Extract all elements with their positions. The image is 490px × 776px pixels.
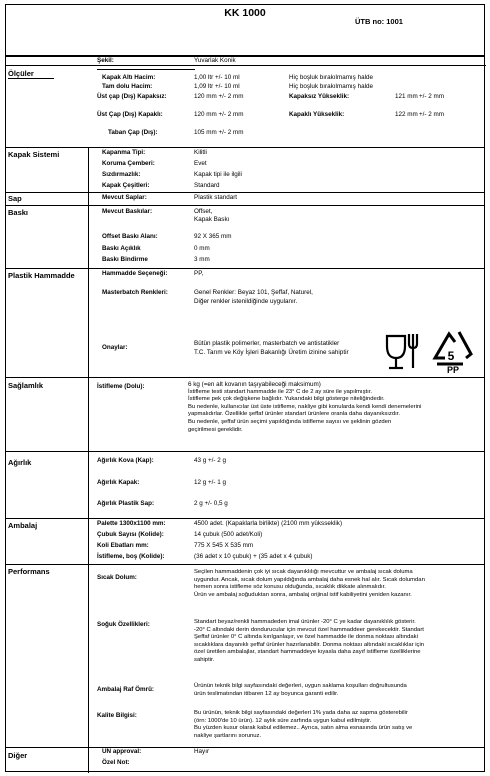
label-sizdirmazlik: Sızdırmazlık: bbox=[102, 171, 141, 178]
section-ambalaj: Ambalaj bbox=[8, 521, 38, 530]
label-istifleme-dolu: İstifleme (Dolu): bbox=[97, 383, 145, 390]
label-baski-aciklik: Baskı Açıklık bbox=[102, 245, 141, 252]
soguk-line: Şeffaf ürünler 0° C altında kırılganlaşır, ve özel hammadde ile donma noktası altındaki bbox=[194, 634, 418, 641]
value-baski-aciklik: 0 mm bbox=[194, 245, 210, 252]
kalite-line: nakliye şartlarını sorunuz. bbox=[194, 732, 262, 739]
raf-omru-text bbox=[194, 683, 486, 698]
label-kapaksiz-yukseklik: Kapaksız Yükseklik: bbox=[289, 93, 350, 100]
label-baski-bindirme: Baskı Bindirme bbox=[102, 256, 148, 263]
label-un-approval: UN approval: bbox=[102, 748, 142, 755]
section-agirlik: Ağırlık bbox=[8, 458, 32, 467]
label-agirlik-kapak: Ağırlık Kapak: bbox=[97, 479, 140, 486]
column-divider bbox=[88, 377, 89, 451]
label-hammadde-secenegi: Hammadde Seçeneği: bbox=[102, 270, 168, 277]
divider bbox=[6, 518, 484, 519]
column-divider bbox=[88, 268, 89, 377]
label-koruma-cemberi: Koruma Çemberi: bbox=[102, 160, 155, 167]
label-ambalaj-raf-omru: Ambalaj Raf Ömrü: bbox=[97, 686, 155, 693]
soguk-line: sıcaklıklara dayanıklı şeffaf ürünler hazırlanabilir. Donma noktası altındaki sıcaklıklar için bbox=[194, 641, 425, 648]
kalite-bilgisi-text bbox=[194, 710, 486, 740]
recycle-code: PP bbox=[446, 365, 460, 374]
value-tam-dolu-hacim: 1,09 ltr +/- 10 ml bbox=[194, 83, 240, 90]
value-agirlik-kapak: 12 g +/- 1 g bbox=[194, 479, 227, 486]
value-koruma-cemberi: Evet bbox=[194, 160, 207, 167]
food-safe-icon bbox=[387, 334, 417, 368]
label-kalite-bilgisi: Kalite Bilgisi: bbox=[97, 712, 137, 719]
divider bbox=[6, 564, 484, 565]
raf-omru-line: ürün teslimatından itibaren 12 ay boyunca garanti edilir. bbox=[194, 690, 339, 697]
section-performans: Performans bbox=[8, 567, 50, 576]
label-kapak-cesitleri: Kapak Çeşitleri: bbox=[102, 182, 150, 189]
label-mevcut-baskilar: Mevcut Baskılar: bbox=[102, 208, 153, 215]
note-tam-dolu-hacim: Hiç boşluk bırakılmamış halde bbox=[289, 83, 373, 90]
istifleme-line: İstifleme pek çok değişkene bağlıdır. Yukarıdaki bilgi gösterge niteliğindedir. bbox=[188, 396, 385, 403]
soguk-line: -20° C altındaki derin dondurucular için mevcut özel hammaddeer gerekecektir. Standart bbox=[194, 626, 424, 633]
product-title: KK 1000 bbox=[224, 7, 266, 19]
label-masterbatch-renkleri: Masterbatch Renkleri: bbox=[102, 289, 168, 296]
kalite-line: Bu yüzden kusur olarak kabul edilemez.. Ayrıca, satın alma esnasında ürün satış ve bbox=[194, 725, 413, 732]
value-palette: 4500 adet. (Kapaklarla birlikte) (2100 mm yüksseklik) bbox=[194, 520, 343, 527]
spec-sheet bbox=[5, 4, 485, 772]
label-cubuk-sayisi: Çubuk Sayısı (Kolide): bbox=[97, 531, 164, 538]
row-line bbox=[6, 65, 486, 66]
value-ust-cap-kapaksiz: 120 mm +/- 2 mm bbox=[194, 93, 244, 100]
value-onaylar-1: Bütün plastik polimerler, masterbatch ve antistatikler bbox=[194, 340, 340, 347]
value-ust-cap-kapakli: 120 mm +/- 2 mm bbox=[194, 111, 244, 118]
sicak-dolum-line: hemen sonra istifleme söz konusu olduğunda, sıcaklık dikkate alınmalıdır. bbox=[194, 584, 386, 591]
value-sekil: Yuvarlak Konik bbox=[194, 57, 236, 64]
value-istifleme-bos: (36 adet x 10 çubuk) + (35 adet x 4 çubuk) bbox=[194, 553, 313, 560]
label-sekil: Şekil: bbox=[97, 57, 114, 64]
label-soguk-ozellikleri: Soğuk Özellikleri: bbox=[97, 621, 150, 628]
value-onaylar-2: T.C. Tarım ve Köy İşleri Bakanlığı Üretim izinine sahiptir bbox=[194, 349, 349, 356]
istifleme-line: geçirilmesi gereklidir. bbox=[188, 426, 243, 433]
section-baski: Baskı bbox=[8, 208, 29, 217]
soguk-line: özel üretilen ambalajlar, standart hammaddeye kıyasla daha zayıf istifleme özelliklerine bbox=[194, 649, 421, 656]
divider bbox=[6, 147, 484, 148]
column-divider bbox=[88, 147, 89, 192]
sicak-dolum-text bbox=[194, 569, 486, 599]
food-safe-recycle-icons bbox=[383, 328, 483, 374]
note-kapak-alti-hacim: Hiç boşluk bırakılmamış halde bbox=[289, 74, 373, 81]
raf-omru-line: Ürünün teknik bilgi sayfasındaki değerleri, uygun saklama koşulları doğrultusunda bbox=[194, 683, 407, 689]
section-plastik-hammadde: Plastik Hammadde bbox=[8, 271, 75, 280]
section-underline bbox=[8, 78, 54, 79]
value-kapakli-yukseklik: 122 mm bbox=[395, 111, 418, 118]
value-cubuk-sayisi: 14 çubuk (500 adet/Koli) bbox=[194, 531, 263, 538]
label-agirlik-kova: Ağırlık Kova (Kap): bbox=[97, 457, 154, 464]
value-un-approval: Hayır bbox=[194, 748, 210, 755]
column-divider bbox=[88, 747, 89, 773]
section-sap: Sap bbox=[8, 194, 22, 203]
label-sicak-dolum: Sıcak Dolum: bbox=[97, 574, 137, 581]
column-divider bbox=[88, 451, 89, 518]
label-onaylar: Onaylar: bbox=[102, 344, 128, 351]
value-mevcut-baskilar-2: Kapak Baskı bbox=[194, 216, 230, 223]
soguk-ozellikleri-text bbox=[194, 619, 486, 665]
value-mevcut-baskilar-1: Offset, bbox=[194, 208, 213, 215]
label-ozel-not: Özel Not: bbox=[102, 759, 130, 766]
label-koli-ebatlari: Koli Ebatları mm: bbox=[97, 542, 149, 549]
recycle-number: 5 bbox=[447, 349, 455, 363]
value-masterbatch-renkleri-2: Diğer renkler istenildiğinde uygulanır. bbox=[194, 298, 298, 305]
label-kapanma-tipi: Kapanma Tipi: bbox=[102, 149, 146, 156]
utb-number: ÜTB no: 1001 bbox=[355, 17, 403, 26]
divider bbox=[6, 192, 484, 193]
tolerance-kapakli-yukseklik: +/- 2 mm bbox=[419, 111, 445, 118]
istifleme-line: Bu nedenle, kullanıcılar üst üste istifleme, nakliye gibi konularda kendi kendi denemelerini bbox=[188, 403, 422, 410]
istifleme-text bbox=[188, 381, 483, 434]
value-koli-ebatlari: 775 X 545 X 535 mm bbox=[194, 542, 254, 549]
divider bbox=[6, 377, 484, 378]
divider bbox=[6, 268, 484, 269]
label-ust-cap-kapaksiz: Üst çap (Dış) Kapaksız: bbox=[97, 93, 167, 100]
section-olculer: Ölçüler bbox=[8, 69, 34, 78]
label-taban-cap: Taban Çap (Dış): bbox=[108, 129, 158, 136]
value-kapak-cesitleri: Standard bbox=[194, 182, 220, 189]
label-kapak-alti-hacim: Kapak Altı Hacim: bbox=[102, 74, 156, 81]
label-mevcut-saplar: Mevcut Saplar: bbox=[102, 194, 147, 201]
istifleme-line: Bu nedenle, şeffaf ürün seçimi yapıldığında istifleme sayısı ve şeklinin gözden bbox=[188, 418, 392, 425]
section-kapak-sistemi: Kapak Sistemi bbox=[8, 150, 60, 159]
divider bbox=[6, 205, 484, 206]
value-offset-baski-alani: 92 X 365 mm bbox=[194, 233, 232, 240]
value-kapak-alti-hacim: 1,00 ltr +/- 10 ml bbox=[194, 74, 240, 81]
column-divider bbox=[88, 205, 89, 268]
label-ust-cap-kapakli: Üst Çap (Dış) Kapaklı: bbox=[97, 111, 163, 118]
kalite-line: (örn: 1000'de 10 ürün). 12 aylık süre zarfında uygun kabul edilmiştir. bbox=[194, 717, 372, 724]
kalite-line: Bu ürünün, teknik bilgi sayfasındaki değerleri 1% yada daha az sapma gösterebilir bbox=[194, 710, 408, 716]
sicak-dolum-line: uygundur. Ancak, sıcak dolum yapıldığında ambalaj daha esnek hal alır. Sıcak dolumdan bbox=[194, 576, 425, 583]
sicak-dolum-line: Seçilen hammaddenin çok iyi sıcak dayanıklılığı mevcuttur ve ambalaj sıcak doluma bbox=[194, 569, 413, 575]
sicak-dolum-line: Ürün ve ambalaj soğuduktan sonra, ambalaj orijinal istif kabiliyetini yeniden kazanır. bbox=[194, 591, 412, 598]
section-diger: Diğer bbox=[8, 751, 28, 760]
column-divider bbox=[88, 518, 89, 564]
value-agirlik-kova: 43 g +/- 2 g bbox=[194, 457, 227, 464]
value-masterbatch-renkleri-1: Genel Renkler: Beyaz 101, Şeffaf, Naturel, bbox=[194, 289, 313, 296]
label-underline bbox=[97, 69, 195, 70]
value-sizdirmazlik: Kapak tipi ile ilgili bbox=[194, 171, 242, 178]
istifleme-line: 6 kg (=en alt kovanın taşıyabileceği maksimum) bbox=[188, 381, 321, 388]
divider bbox=[6, 747, 484, 748]
divider bbox=[6, 451, 484, 452]
label-palette: Palette 1300x1100 mm: bbox=[97, 520, 166, 527]
value-mevcut-saplar: Plastik standart bbox=[194, 194, 238, 201]
value-kapanma-tipi: Kilitli bbox=[194, 149, 207, 156]
value-taban-cap: 105 mm +/- 2 mm bbox=[194, 129, 244, 136]
istifleme-line: yapmalıdırlar. Özellikle şeffaf ürünler standart ürünlere oranla daha dayanıksızdır. bbox=[188, 411, 401, 418]
value-baski-bindirme: 3 mm bbox=[194, 256, 210, 263]
value-hammadde-secenegi: PP, bbox=[194, 270, 204, 277]
value-kapaksiz-yukseklik: 121 mm bbox=[395, 93, 418, 100]
label-tam-dolu-hacim: Tam dolu Hacim: bbox=[102, 83, 153, 90]
label-agirlik-plastik-sap: Ağırlık Plastik Sap: bbox=[97, 500, 155, 507]
section-saglamlik: Sağlamlık bbox=[8, 381, 44, 390]
soguk-line: sahiptir. bbox=[194, 656, 215, 663]
label-kapakli-yukseklik: Kapaklı Yükseklik: bbox=[289, 111, 345, 118]
soguk-line: Standart beyaz/renkli hammadeden imal ürünler -20° C ye kadar dayanıklılık gösterir. bbox=[194, 619, 416, 625]
column-divider bbox=[88, 192, 89, 205]
value-agirlik-plastik-sap: 2 g +/- 0,5 g bbox=[194, 500, 228, 507]
tolerance-kapaksiz-yukseklik: +/- 2 mm bbox=[419, 93, 445, 100]
label-offset-baski-alani: Offset Baskı Alanı: bbox=[102, 233, 158, 240]
column-divider bbox=[88, 564, 89, 747]
label-istifleme-bos: İstifleme, boş (Kolide): bbox=[97, 553, 165, 560]
istifleme-line: İstifleme testi standart hammadde ile 23° C de 2 ay süre ile yapılmıştır. bbox=[188, 388, 373, 395]
divider bbox=[6, 55, 484, 57]
